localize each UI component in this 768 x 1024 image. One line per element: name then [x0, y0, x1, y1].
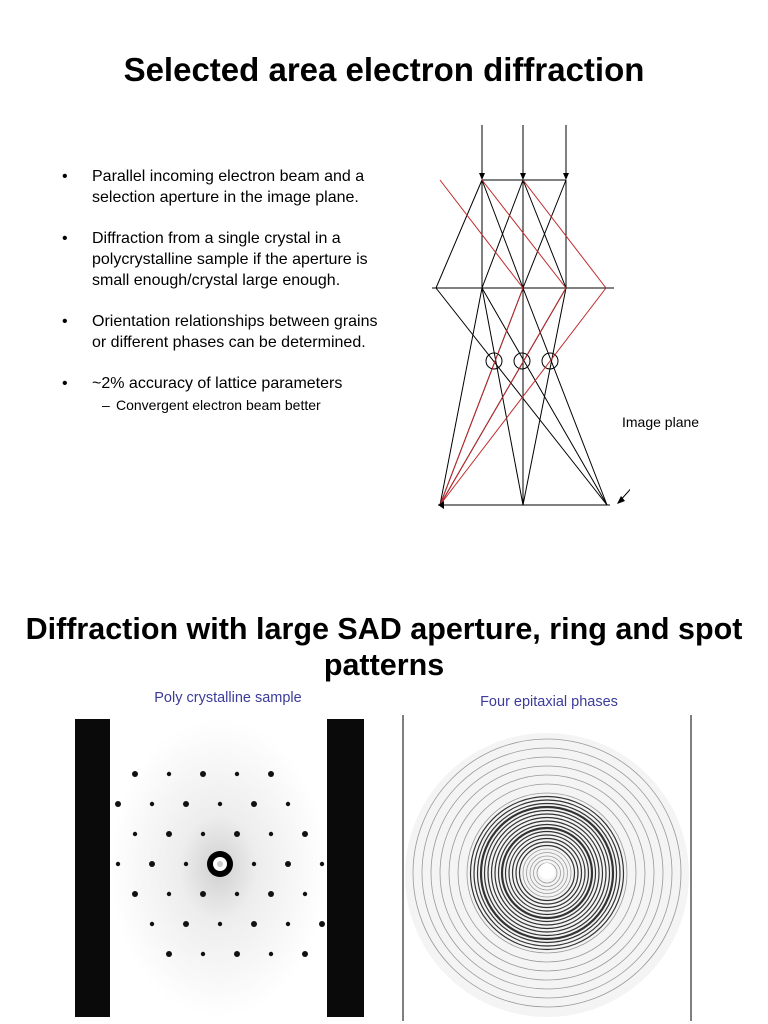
diffraction-spot [269, 832, 273, 836]
diffraction-spot [201, 832, 205, 836]
diffracted-ray [482, 180, 566, 288]
diffraction-spot [218, 802, 222, 806]
image-plane-label: Image plane [622, 414, 700, 430]
diffraction-spot [132, 891, 138, 897]
diffraction-spot [133, 832, 137, 836]
sub-bullet-text: Convergent electron beam better [116, 397, 321, 413]
diffraction-spot [268, 891, 274, 897]
bullet-marker: • [62, 230, 68, 247]
diffraction-spot [184, 862, 188, 866]
diffraction-spot [269, 952, 273, 956]
diffraction-spot [286, 802, 290, 806]
diffraction-spot [320, 862, 324, 866]
bullet-marker: • [62, 168, 68, 185]
sad-ray-diagram [420, 120, 630, 520]
diffraction-spot [201, 952, 205, 956]
bullet-text: Orientation relationships between grains or different phases can be determined. [92, 313, 378, 351]
diffraction-spot [251, 801, 257, 807]
spot-pattern-image [75, 719, 364, 1017]
bullet-text: Diffraction from a single crystal in a polycrystalline sample if the aperture is small enough/crystal large enough. [92, 230, 368, 289]
bullet-marker: • [62, 375, 68, 392]
diffraction-spot [200, 891, 206, 897]
ring-pattern-image [402, 715, 694, 1021]
image-caption: Four epitaxial phases [480, 694, 618, 710]
diffraction-spot [167, 772, 171, 776]
ray [436, 180, 482, 288]
diffraction-spot [183, 921, 189, 927]
arrowhead [520, 173, 526, 180]
image-caption: Poly crystalline sample [154, 690, 302, 706]
diffraction-spot-circle [514, 353, 530, 369]
bullet-item [62, 373, 392, 414]
sub-bullet-item [92, 396, 392, 414]
diffraction-spot [234, 831, 240, 837]
diffraction-spot [116, 862, 120, 866]
slide-title: Diffraction with large SAD aperture, ring and spot patterns [25, 612, 743, 682]
diffraction-spot [285, 861, 291, 867]
bullet-text: Parallel incoming electron beam and a selection aperture in the image plane. [92, 168, 365, 206]
diffraction-spot [319, 921, 325, 927]
bullet-text: ~2% accuracy of lattice parameters [92, 375, 343, 392]
bullet-item [62, 228, 392, 291]
ray [523, 288, 607, 505]
sub-bullet-marker: – [102, 397, 110, 413]
diffraction-spot [167, 892, 171, 896]
ray [523, 288, 566, 505]
diffraction-spot [302, 831, 308, 837]
ray [440, 288, 482, 505]
diffraction-spot [303, 892, 307, 896]
diffraction-spot [150, 922, 154, 926]
diffraction-spot [235, 772, 239, 776]
bullet-list [62, 166, 392, 434]
arrowhead [563, 173, 569, 180]
diffracted-ray [440, 288, 523, 505]
bullet-marker: • [62, 313, 68, 330]
diffraction-spot [183, 801, 189, 807]
diffraction-spot [150, 802, 154, 806]
slide-title: Selected area electron diffraction [123, 51, 645, 88]
diffraction-spot [166, 951, 172, 957]
diffraction-spot [200, 771, 206, 777]
diffraction-spot [268, 771, 274, 777]
diffracted-ray [440, 288, 566, 505]
diffraction-spot [234, 951, 240, 957]
diffraction-spot [235, 892, 239, 896]
diffraction-spot [115, 801, 121, 807]
diffraction-spot [286, 922, 290, 926]
diffraction-spot [251, 921, 257, 927]
diffraction-spot [166, 831, 172, 837]
arrowhead [479, 173, 485, 180]
diffracted-ray [523, 180, 606, 288]
diffraction-spot [252, 862, 256, 866]
diffraction-spot [218, 922, 222, 926]
diffraction-spot [302, 951, 308, 957]
bullet-item [62, 166, 392, 208]
image-plane-pointer [618, 443, 630, 503]
diffraction-spot [149, 861, 155, 867]
bullet-item [62, 311, 392, 353]
diffraction-spot [132, 771, 138, 777]
